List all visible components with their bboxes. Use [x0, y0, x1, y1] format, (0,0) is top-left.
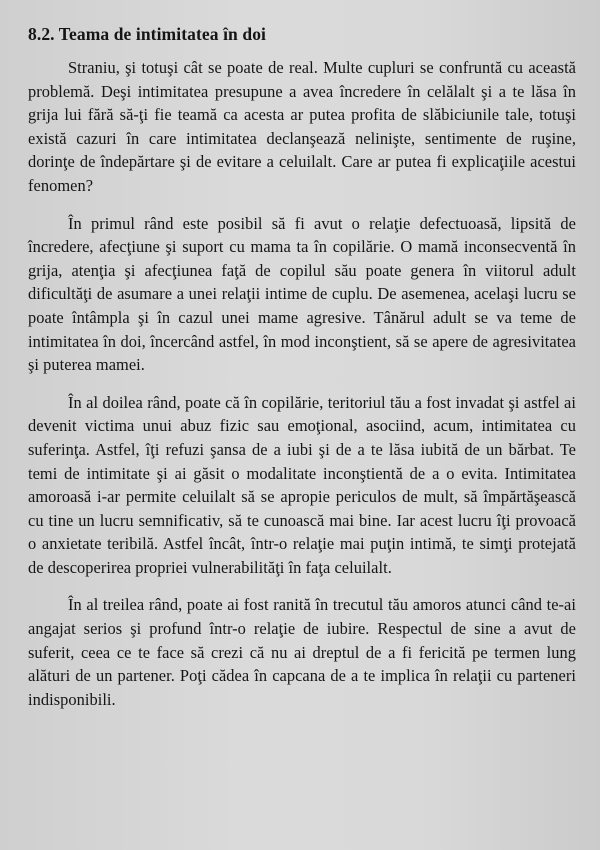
paragraph-intro: Straniu, şi totuşi cât se poate de real. Multe cupluri se confruntă cu această problemă. Deşi intimitatea presupune a avea încredere în celălalt şi a te lăsa în grija lui fără să-ţi fie teamă ca acesta ar putea profita de slăbiciunile tale, totuşi există cazuri în care intimitatea declanşează nelinişte, sentimente de ruşine, dorinţe de îndepărtare şi de evitare a celuilalt. Care ar putea fi explicaţiile acestui fenomen? — [28, 58, 576, 195]
paragraph-first-reason: În primul rând este posibil să fi avut o relaţie defectuoasă, lipsită de încredere, afecţiune şi suport cu mama ta în copilărie. O mamă inconsecventă în grija, atenţia şi afecţiunea faţă de copilul său poate genera în viitorul adult dificultăţi de asumare a unei relaţii intime de cuplu. De asemenea, acelaşi lucru se poate întâmpla şi în cazul unei mame agresive. Tânărul adult se va teme de intimitatea în doi, încercând astfel, în mod inconştient, să se apere de agresivitatea şi puterea mamei. — [28, 213, 576, 375]
section-title: 8.2. Teama de intimitatea în doi — [28, 24, 267, 44]
paragraph-third-reason: În al treilea rând, poate ai fost ranită în trecutul tău amoros atunci când te-ai angajat serios şi profund într-o relaţie de iubire. Respectul de sine a avut de suferit, ceea ce te face să crezi că nu ai dreptul de a fi fericită pe termen lung alături de un partener. Poţi cădea în capcana de a te implica în relaţii cu parteneri indisponibili. — [28, 595, 576, 709]
paragraph-second-reason: În al doilea rând, poate că în copilărie, teritoriul tău a fost invadat şi astfel ai devenit victima unui abuz fizic sau emoţional, asociind, acum, intimitatea cu suferinţa. Astfel, îţi refuzi şansa de a iubi şi de a te lăsa iubită de un bărbat. Te temi de intimitate şi ai găsit o modalitate inconştientă de a o evita. Intimitatea amoroasă i-ar permite celuilalt să se apropie periculos de mult, să împărtăşească cu tine un lucru semnificativ, să te cunoască mai bine. Iar acest lucru îţi provoacă o anxietate teribilă. Astfel încât, într-o relaţie mai puţin intimă, te simţi protejată de descoperirea propriei vulnerabilităţi în faţa celuilalt. — [28, 392, 576, 577]
